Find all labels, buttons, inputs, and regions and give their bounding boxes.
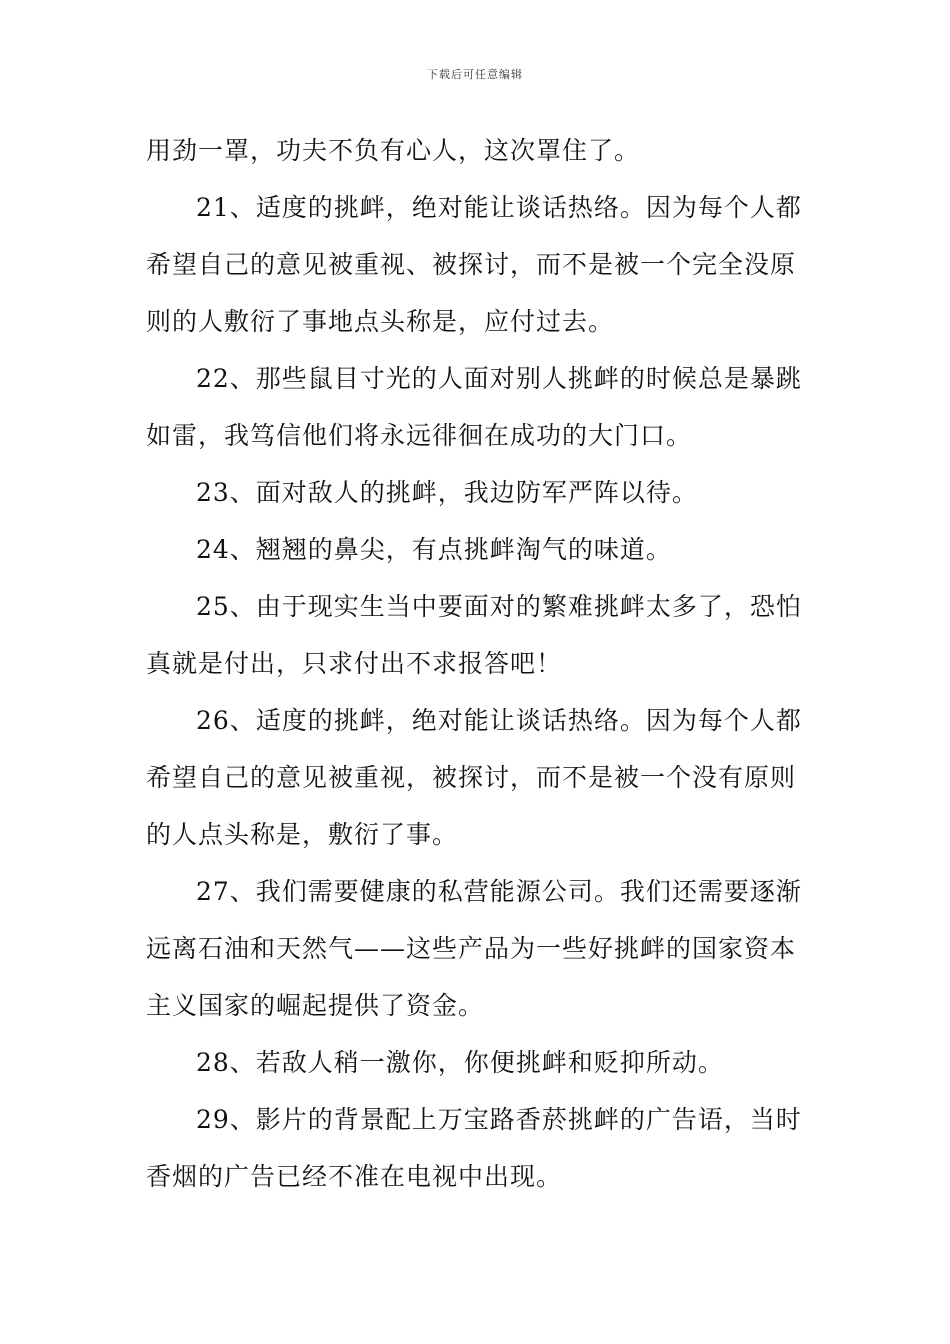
paragraph-27-line-3: 主义国家的崛起提供了资金。	[146, 991, 485, 1020]
paragraph-26-line-2: 希望自己的意见被重视，被探讨，而不是被一个没有原则	[146, 763, 797, 792]
paragraph-26-line-1: 26、适度的挑衅，绝对能让谈话热络。因为每个人都	[196, 706, 802, 735]
paragraph-24: 24、翘翘的鼻尖，有点挑衅淘气的味道。	[196, 535, 672, 564]
paragraph-21-line-3: 则的人敷衍了事地点头称是，应付过去。	[146, 307, 615, 336]
paragraph-22-line-1: 22、那些鼠目寸光的人面对别人挑衅的时候总是暴跳	[196, 364, 802, 393]
paragraph-29-line-1: 29、影片的背景配上万宝路香菸挑衅的广告语，当时	[196, 1105, 802, 1134]
paragraph-23: 23、面对敌人的挑衅，我边防军严阵以待。	[196, 478, 698, 507]
page-header-note: 下载后可任意编辑	[427, 68, 523, 81]
paragraph-21-line-1: 21、适度的挑衅，绝对能让谈话热络。因为每个人都	[196, 193, 802, 222]
paragraph-27-line-2: 远离石油和天然气——这些产品为一些好挑衅的国家资本	[146, 934, 797, 963]
paragraph-22-line-2: 如雷，我笃信他们将永远徘徊在成功的大门口。	[146, 421, 693, 450]
paragraph-29-line-2: 香烟的广告已经不准在电视中出现。	[146, 1162, 563, 1191]
paragraph-26-line-3: 的人点头称是，敷衍了事。	[146, 820, 459, 849]
paragraph-27-line-1: 27、我们需要健康的私营能源公司。我们还需要逐渐	[196, 877, 802, 906]
text-line: 用劲一罩，功夫不负有心人，这次罩住了。	[146, 136, 641, 165]
paragraph-25-line-2: 真就是付出，只求付出不求报答吧！	[146, 649, 563, 678]
paragraph-21-line-2: 希望自己的意见被重视、被探讨，而不是被一个完全没原	[146, 250, 797, 279]
paragraph-28: 28、若敌人稍一激你，你便挑衅和贬抑所动。	[196, 1048, 724, 1077]
paragraph-25-line-1: 25、由于现实生当中要面对的繁难挑衅太多了，恐怕	[196, 592, 802, 621]
